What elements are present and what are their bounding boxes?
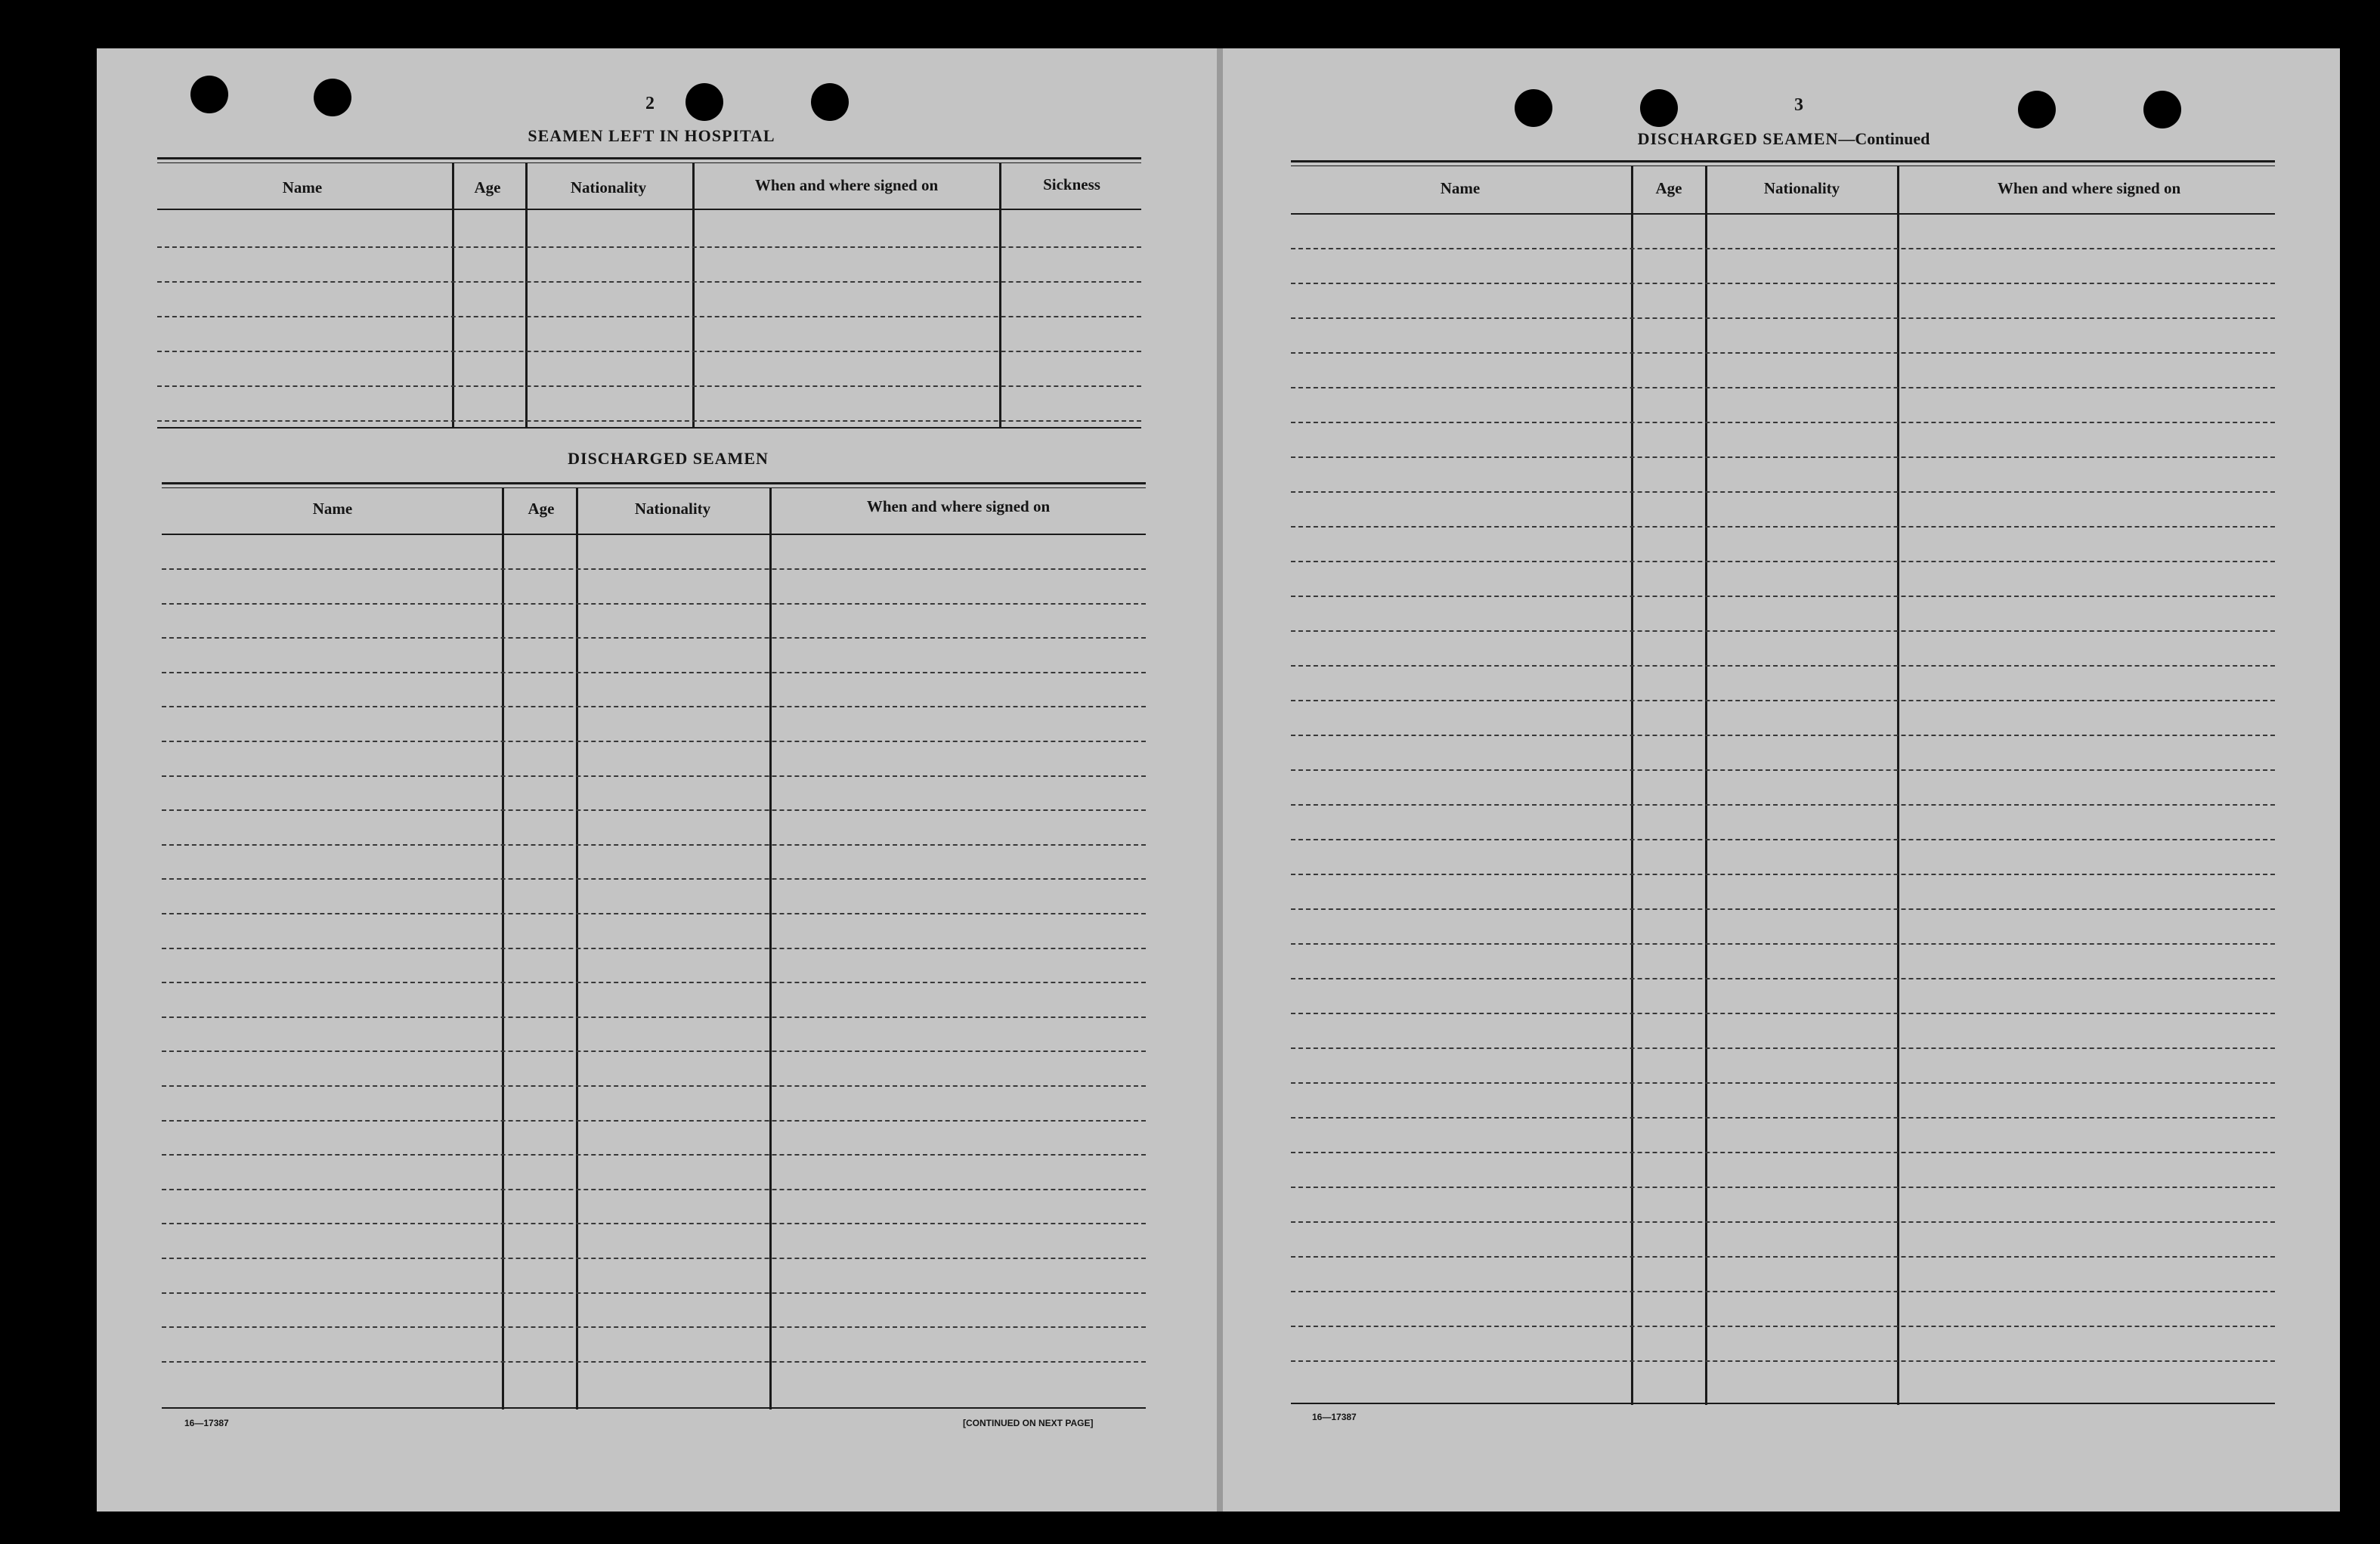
table-row-line [1291,1360,2275,1362]
table-row-line [1291,283,2275,284]
page-number-right: 3 [1794,95,1803,115]
hospital-table-header-rule [157,209,1141,210]
continued-note: [CONTINUED ON NEXT PAGE] [963,1418,1094,1428]
hospital-row-line [157,351,1141,352]
table-row-line [1291,839,2275,840]
table-row-line [1291,908,2275,910]
table-row-line [1291,735,2275,736]
hospital-table-top-rule-thin [157,162,1141,163]
form-code-right: 16—17387 [1312,1412,1357,1422]
hospital-col-divider [452,162,454,427]
hospital-col-name: Name [282,178,323,196]
table-row-line [1291,630,2275,632]
discharged-col-name: Name [312,500,353,518]
discharged-col-age: Age [528,500,555,518]
page-fold [1217,48,1223,1512]
table-row-line [162,1292,1146,1294]
continued-col-age: Age [1655,179,1682,197]
table-row-line [1291,943,2275,945]
table-row-line [1291,1013,2275,1014]
hospital-row-line [157,246,1141,248]
punch-hole [811,83,849,121]
continued-table-header-rule [1291,213,2275,215]
table-row-line [1291,596,2275,597]
hospital-row-line [157,316,1141,317]
page-number-left: 2 [645,94,655,113]
table-row-line [162,775,1146,777]
table-row-line [162,637,1146,639]
hospital-row-line [157,385,1141,387]
hospital-col-divider [999,162,1001,427]
table-row-line [1291,874,2275,875]
table-row-line [1291,352,2275,354]
discharged-table-header-rule [162,534,1146,535]
continued-suffix: —Continued [1838,129,1930,148]
continued-col-divider [1897,166,1899,1405]
discharged-col-signed-on: When and where signed on [866,497,1051,515]
punch-hole [686,83,723,121]
table-row-line [1291,1152,2275,1153]
table-row-line [1291,1082,2275,1084]
table-row-line [1291,700,2275,701]
hospital-section-title: SEAMEN LEFT IN HOSPITAL [528,126,775,145]
table-row-line [162,982,1146,983]
table-row-line [1291,1047,2275,1049]
discharged-continued-title [1638,129,1930,149]
hospital-col-sickness: Sickness [1043,175,1100,193]
table-row-line [162,913,1146,914]
hospital-row-line [157,420,1141,422]
table-row-line [162,1361,1146,1363]
form-code-left: 16—17387 [184,1418,229,1428]
continued-col-divider [1631,166,1633,1405]
table-row-line [162,672,1146,673]
table-row-line [1291,526,2275,528]
continued-col-name: Name [1440,179,1481,197]
table-row-line [162,1258,1146,1259]
punch-hole [314,79,351,116]
table-row-line [162,948,1146,949]
punch-hole [2018,91,2056,128]
table-row-line [162,1154,1146,1156]
discharged-table-bottom-rule [162,1407,1146,1409]
hospital-table-bottom-rule [157,427,1141,429]
hospital-col-divider [525,162,528,427]
discharged-continued-title-main: DISCHARGED SEAMEN [1637,129,1839,148]
table-row-line [162,1223,1146,1224]
table-row-line [1291,665,2275,667]
hospital-col-nationality: Nationality [570,178,647,196]
hospital-col-signed-on: When and where signed on [754,176,939,194]
table-row-line [1291,491,2275,493]
table-row-line [1291,978,2275,979]
table-row-line [162,809,1146,811]
table-row-line [162,844,1146,846]
table-row-line [162,878,1146,880]
table-row-line [1291,456,2275,458]
table-row-line [162,1050,1146,1052]
hospital-row-line [157,281,1141,283]
table-row-line [1291,1117,2275,1119]
table-row-line [1291,1291,2275,1292]
table-row-line [1291,1326,2275,1327]
continued-col-signed-on: When and where signed on [1997,179,2181,197]
hospital-col-divider [692,162,695,427]
continued-col-divider [1705,166,1707,1405]
table-row-line [1291,1221,2275,1223]
continued-col-nationality: Nationality [1763,179,1840,197]
table-row-line [1291,769,2275,771]
discharged-table-top-rule [162,482,1146,484]
table-row-line [1291,317,2275,319]
punch-hole [2143,91,2181,128]
table-row-line [162,1189,1146,1190]
table-row-line [162,603,1146,605]
table-row-line [162,568,1146,570]
hospital-table-top-rule [157,157,1141,159]
table-row-line [1291,387,2275,388]
table-row-line [162,1016,1146,1018]
discharged-col-nationality: Nationality [634,500,711,518]
table-row-line [162,706,1146,707]
discharged-table-top-rule-thin [162,487,1146,488]
table-row-line [1291,804,2275,806]
punch-hole [1640,89,1678,127]
table-row-line [1291,422,2275,423]
continued-table-top-rule [1291,160,2275,162]
table-row-line [1291,1187,2275,1188]
table-row-line [1291,1256,2275,1258]
table-row-line [1291,561,2275,562]
table-row-line [162,1326,1146,1328]
table-row-line [162,1085,1146,1087]
table-row-line [1291,248,2275,249]
table-row-line [162,741,1146,742]
continued-table-bottom-rule [1291,1403,2275,1404]
punch-hole [1515,89,1552,127]
discharged-section-title: DISCHARGED SEAMEN [568,449,769,468]
table-row-line [162,1120,1146,1122]
punch-hole [190,76,228,113]
hospital-col-age: Age [474,178,501,196]
